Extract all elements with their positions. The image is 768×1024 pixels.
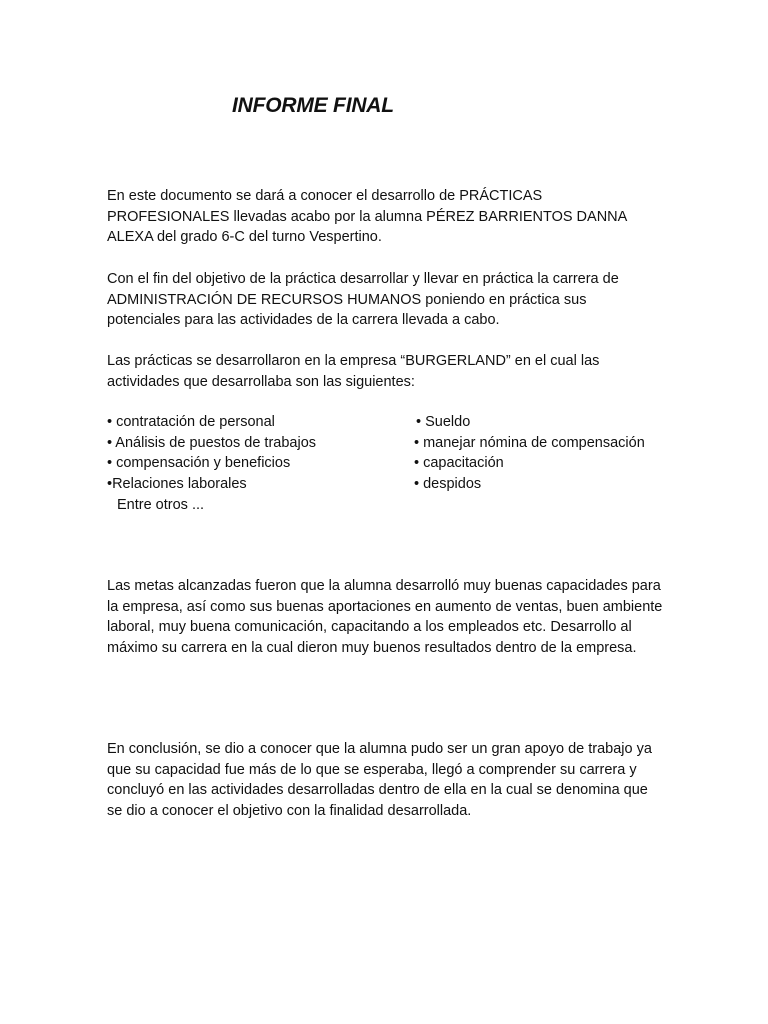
paragraph-objective: Con el fin del objetivo de la práctica desarrollar y llevar en práctica la carrera de ADMINISTRACIÓN DE RECURSOS HUMANOS poniendo en práctica sus potenciales para las actividades de la carrera llevada a cabo. xyxy=(107,271,619,329)
paragraph-company: Las prácticas se desarrollaron en la empresa “BURGERLAND” en el cual las actividades que desarrollaba son las siguientes: xyxy=(107,353,600,390)
list-item: • contratación de personal xyxy=(107,414,275,430)
list-item: •Relaciones laborales xyxy=(107,476,247,493)
paragraph-intro: En este documento se dará a conocer el desarrollo de PRÁCTICAS PROFESIONALES llevadas acabo por la alumna PÉREZ BARRIENTOS DANNA ALEXA del grado 6-C del turno Vespertino. xyxy=(107,188,627,246)
activities-list-right xyxy=(414,412,645,495)
paragraph-conclusion: En conclusión, se dio a conocer que la alumna pudo ser un gran apoyo de trabajo ya que su capacidad fue más de lo que se esperaba, llegó a comprender su carrera y concluyó en las actividades desarrolladas dentro de ella en la cual se denomina que se dio a conocer el objetivo con la finalidad desarrollada. xyxy=(107,741,652,820)
document-title: INFORME FINAL xyxy=(232,94,394,117)
list-item: • capacitación xyxy=(414,455,504,472)
list-item: • Análisis de puestos de trabajos xyxy=(107,434,317,451)
list-item: • despidos xyxy=(414,476,482,493)
list-item: • compensación y beneficios xyxy=(107,455,291,472)
activities-more: Entre otros ... xyxy=(117,497,205,513)
paragraph-goals: Las metas alcanzadas fueron que la alumna desarrolló muy buenas capacidades para la empresa, así como sus buenas aportaciones en aumento de ventas, buen ambiente laboral, muy buena comunicación, capacitando a los empleados etc. Desarrollo al máximo su carrera en la cual dieron muy buenos resultados dentro de la empresa. xyxy=(107,578,663,657)
list-item: • manejar nómina de compensación xyxy=(414,434,645,451)
list-item: • Sueldo xyxy=(416,414,471,430)
activities-list-left xyxy=(107,412,316,495)
